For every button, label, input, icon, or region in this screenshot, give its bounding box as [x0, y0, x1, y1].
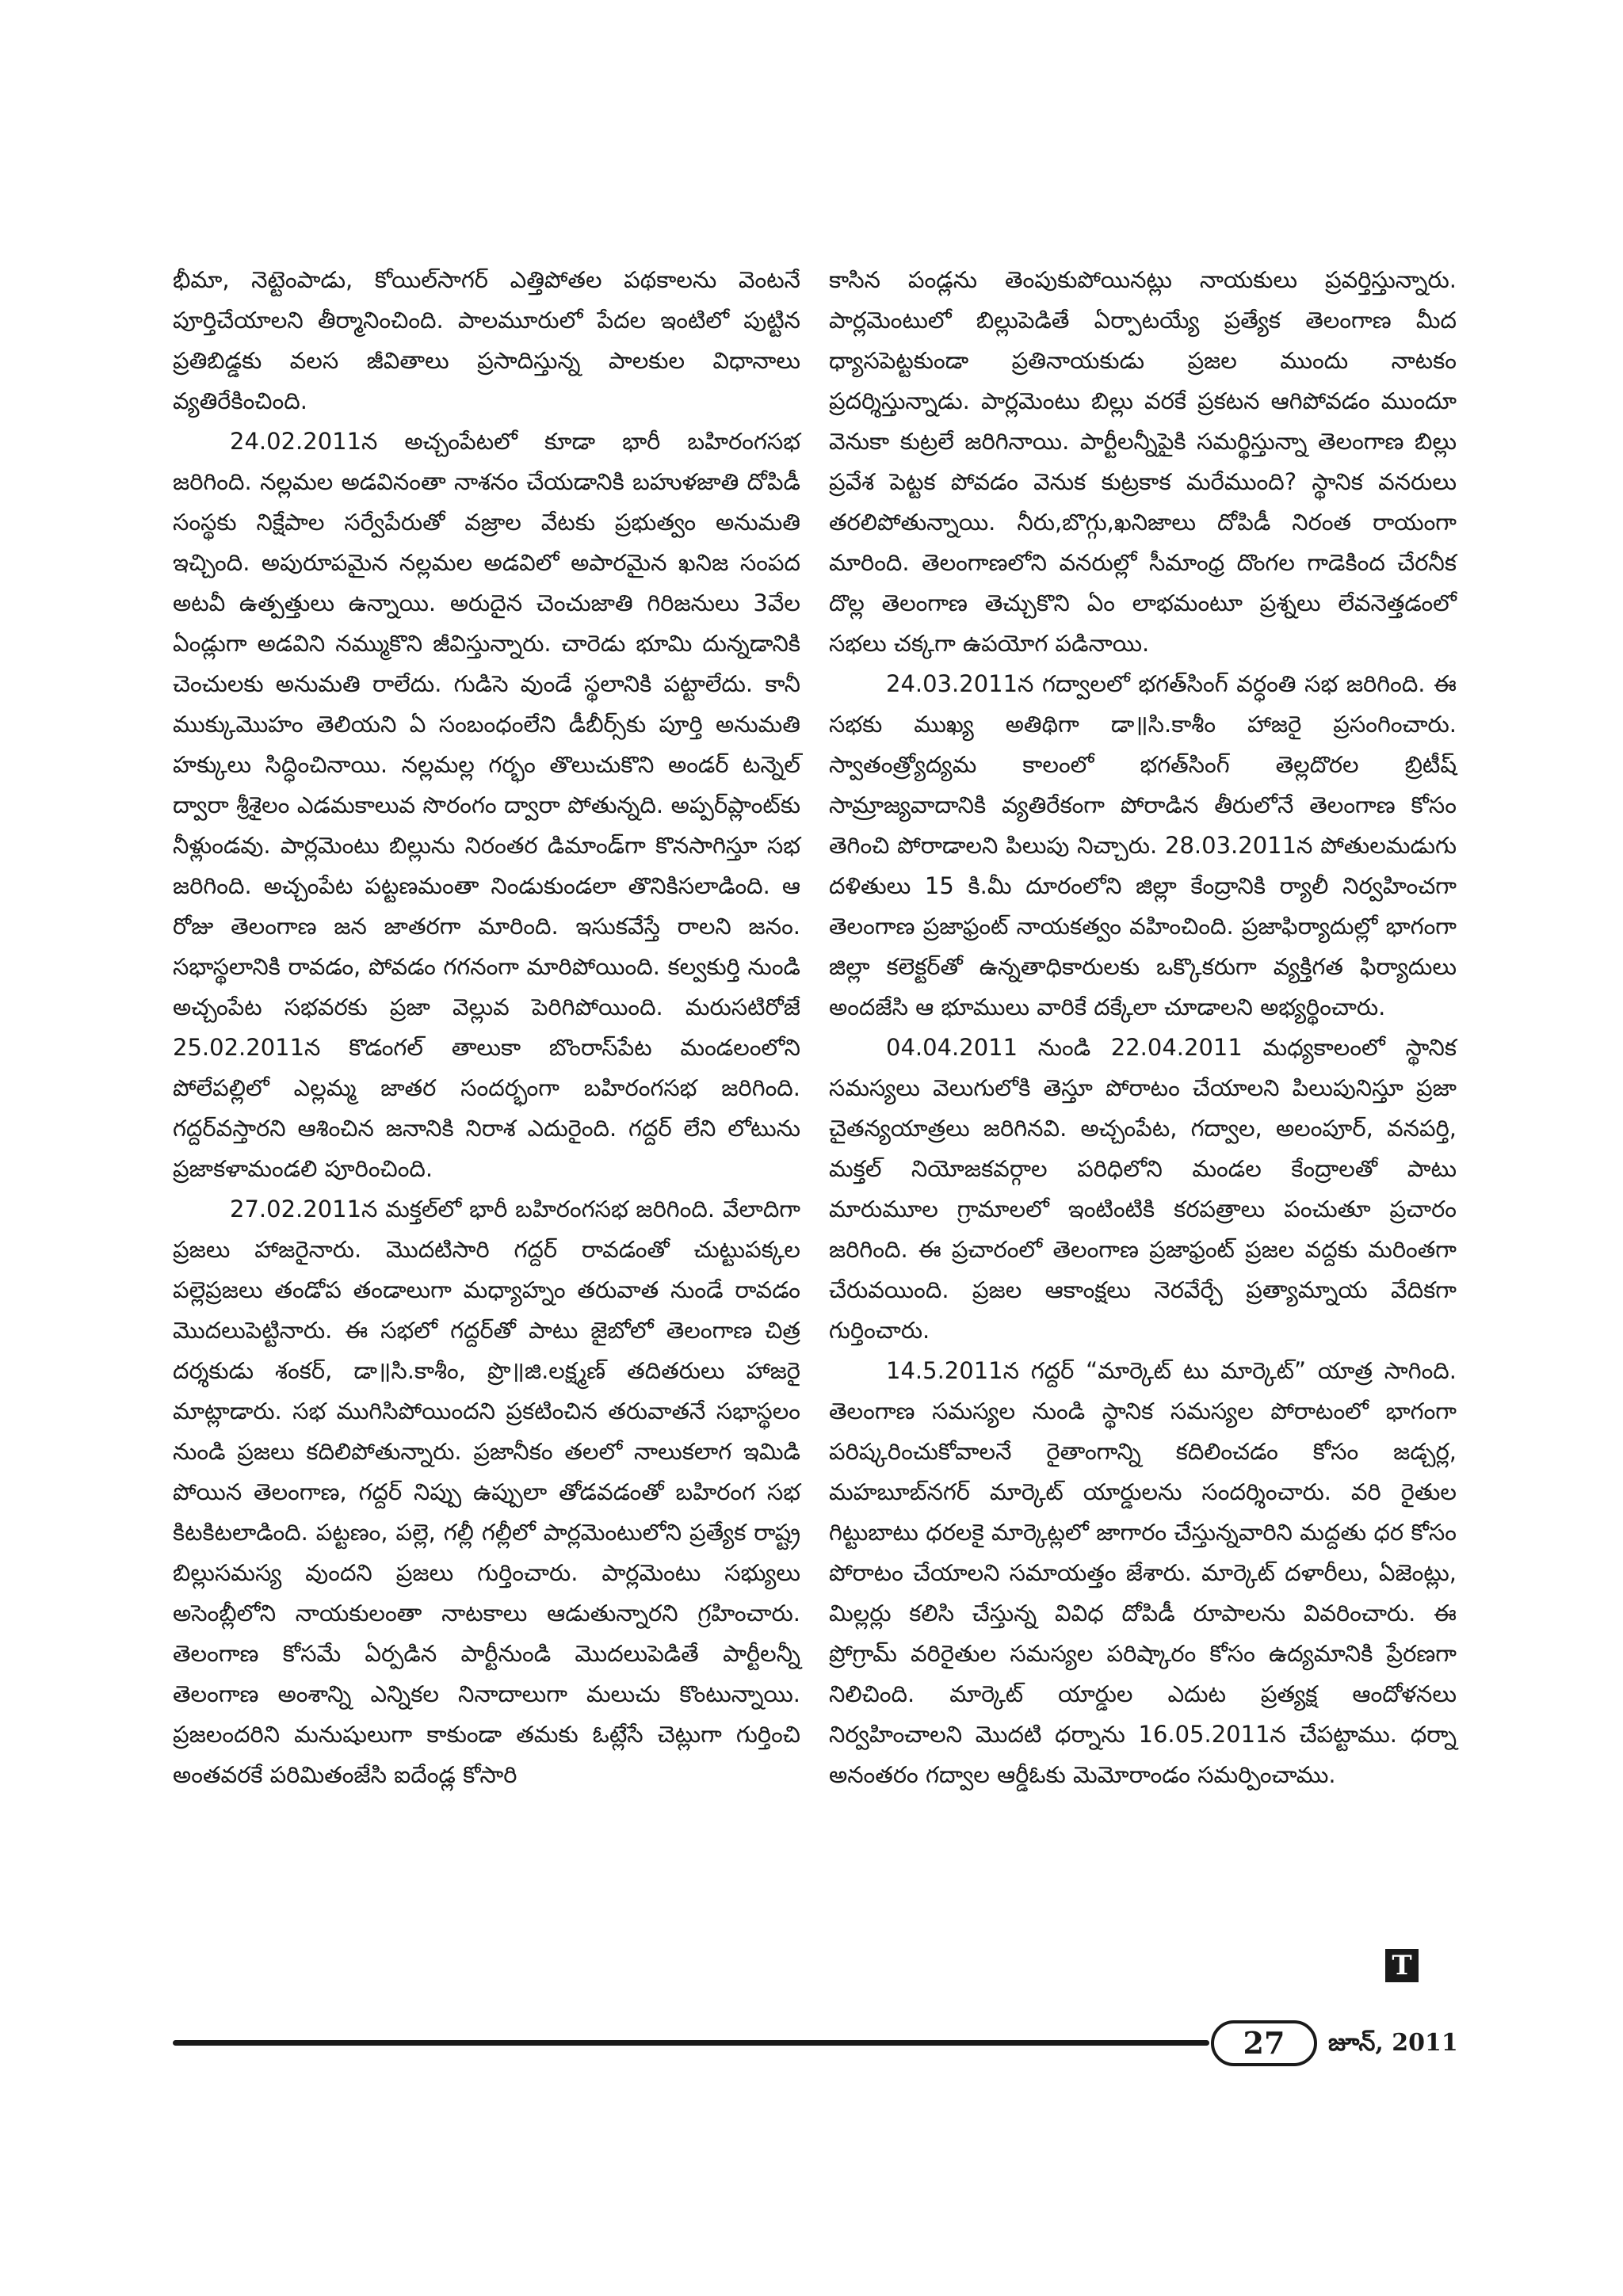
left-paragraph-1: భీమా, నెట్టెంపాడు, కోయిల్‌సాగర్ ఎత్తిపోతల పథకాలను వెంటనే పూర్తిచేయాలని తీర్మానించింది. పాలమూరులో పేదల ఇంటిలో పుట్టిన ప్రతిబిడ్డకు వలస జీవితాలు ప్రసాదిస్తున్న పాలకుల విధానాలు వ్యతిరేకించింది.	[173, 266, 800, 414]
issue-date: జూన్, 2011	[1328, 2029, 1458, 2057]
right-paragraph-2: 24.03.2011న గద్వాలలో భగత్‌సింగ్ వర్ధంతి సభ జరిగింది. ఈ సభకు ముఖ్య అతిథిగా డా॥సి.కాశీం హాజరై ప్రసంగించారు. స్వాతంత్ర్యోద్యమ కాలంలో భగత్‌సింగ్ తెల్లదొరల బ్రిటీష్ సామ్రాజ్యవాదానికి వ్యతిరేకంగా పోరాడిన తీరులోనే తెలంగాణ కోసం తెగించి పోరాడాలని పిలుపు నిచ్చారు. 28.03.2011న పోతులమడుగు దళితులు 15 కి.మీ దూరంలోని జిల్లా కేంద్రానికి ర్యాలీ నిర్వహించగా తెలంగాణ ప్రజాఫ్రంట్ నాయకత్వం వహించింది. ప్రజాఫిర్యాదుల్లో భాగంగా జిల్లా కలెక్టర్‌తో ఉన్నతాధికారులకు ఒక్కొకరుగా వ్యక్తిగత ఫిర్యాదులు అందజేసి ఆ భూములు వారికే దక్కేలా చూడాలని అభ్యర్థించారు.	[829, 670, 1457, 1020]
right-column	[829, 260, 1457, 1795]
right-paragraph-4: 14.5.2011న గద్దర్ “మార్కెట్ టు మార్కెట్” యాత్ర సాగింది. తెలంగాణ సమస్యల నుండి స్థానిక సమస్యల పోరాటంలో భాగంగా పరిష్కరించుకోవాలనే రైతాంగాన్ని కదిలించడం కోసం జడ్చర్ల, మహబూబ్‌నగర్ మార్కెట్ యార్డులను సందర్శించారు. వరి రైతుల గిట్టుబాటు ధరలకై మార్కెట్లలో జాగారం చేస్తున్నవారిని మద్దతు ధర కోసం పోరాటం చేయాలని సమాయత్తం జేశారు. మార్కెట్ దళారీలు, ఏజెంట్లు, మిల్లర్లు కలిసి చేస్తున్న వివిధ దోపిడీ రూపాలను వివరించారు. ఈ ప్రోగ్రామ్ వరిరైతుల సమస్యల పరిష్కారం కోసం ఉద్యమానికి ప్రేరణగా నిలిచింది. మార్కెట్ యార్డుల ఎదుట ప్రత్యక్ష ఆందోళనలు నిర్వహించాలని మొదటి ధర్నాను 16.05.2011న చేపట్టాము. ధర్నా అనంతరం గద్వాల ఆర్డీఓకు మెమోరాండం సమర్పించాము.	[829, 1357, 1457, 1788]
right-paragraph-1: కాసిన పండ్లను తెంపుకుపోయినట్లు నాయకులు ప్రవర్తిస్తున్నారు. పార్లమెంటులో బిల్లుపెడితే ఏర్పాటయ్యే ప్రత్యేక తెలంగాణ మీద ధ్యాసపెట్టకుండా ప్రతినాయకుడు ప్రజల ముందు నాటకం ప్రదర్శిస్తున్నాడు. పార్లమెంటు బిల్లు వరకే ప్రకటన ఆగిపోవడం ముందూ వెనుకా కుట్రలే జరిగినాయి. పార్టీలన్నీపైకి సమర్థిస్తున్నా తెలంగాణ బిల్లు ప్రవేశ పెట్టక పోవడం వెనుక కుట్రకాక మరేముంది? స్థానిక వనరులు తరలిపోతున్నాయి. నీరు,బొగ్గు,ఖనిజాలు దోపిడీ నిరంత రాయంగా మారింది. తెలంగాణలోని వనరుల్లో సీమాంధ్ర దొంగల గాడెకింద చేరనీక దొల్ల తెలంగాణ తెచ్చుకొని ఏం లాభమంటూ ప్రశ్నలు లేవనెత్తడంలో సభలు చక్కగా ఉపయోగ పడినాయి.	[829, 266, 1457, 657]
left-paragraph-3: 27.02.2011న మక్తల్‌లో భారీ బహిరంగసభ జరిగింది. వేలాదిగా ప్రజలు హాజరైనారు. మొదటిసారి గద్దర్ రావడంతో చుట్టుపక్కల పల్లెప్రజలు తండోప తండాలుగా మధ్యాహ్నం తరువాత నుండే రావడం మొదలుపెట్టినారు. ఈ సభలో గద్దర్‌తో పాటు జైబోలో తెలంగాణ చిత్ర దర్శకుడు శంకర్, డా॥సి.కాశీం, ప్రొ॥జి.లక్ష్మణ్ తదితరులు హాజరై మాట్లాడారు. సభ ముగిసిపోయిందని ప్రకటించిన తరువాతనే సభాస్థలం నుండి ప్రజలు కదిలిపోతున్నారు. ప్రజానీకం తలలో నాలుకలాగ ఇమిడి పోయిన తెలంగాణ, గద్దర్ నిప్పు ఉప్పులా తోడవడంతో బహిరంగ సభ కిటకిటలాడింది. పట్టణం, పల్లె, గల్లీ గల్లీలో పార్లమెంటులోని ప్రత్యేక రాష్ట్ర బిల్లుసమస్య వుందని ప్రజలు గుర్తించారు. పార్లమెంటు సభ్యులు అసెంబ్లీలోని నాయకులంతా నాటకాలు ఆడుతున్నారని గ్రహించారు. తెలంగాణ కోసమే ఏర్పడిన పార్టీనుండి మొదలుపెడితే పార్టీలన్నీ తెలంగాణ అంశాన్ని ఎన్నికల నినాదాలుగా మలుచు కొంటున్నాయి. ప్రజలందరిని మనుషులుగా కాకుండా తమకు ఓట్లేసే చెట్లుగా గుర్తించి అంతవరకే పరిమితంజేసి ఐదేండ్ల కోసారి	[173, 1196, 800, 1788]
right-paragraph-3: 04.04.2011 నుండి 22.04.2011 మధ్యకాలంలో స్థానిక సమస్యలు వెలుగులోకి తెస్తూ పోరాటం చేయాలని పిలుపునిస్తూ ప్రజా చైతన్యయాత్రలు జరిగినవి. అచ్చంపేట, గద్వాల, అలంపూర్, వనపర్తి, మక్తల్ నియోజకవర్గాల పరిధిలోని మండల కేంద్రాలతో పాటు మారుమూల గ్రామాలలో ఇంటింటికి కరపత్రాలు పంచుతూ ప్రచారం జరిగింది. ఈ ప్రచారంలో తెలంగాణ ప్రజాఫ్రంట్ ప్రజల వద్దకు మరింతగా చేరువయింది. ప్రజల ఆకాంక్షలు నెరవేర్చే ప్రత్యామ్నాయ వేదికగా గుర్తించారు.	[829, 1034, 1457, 1344]
footer-rule	[173, 2040, 1209, 2046]
article-end-mark-icon: T	[1385, 1949, 1419, 1982]
page-number: 27	[1211, 2020, 1317, 2066]
left-column	[173, 260, 800, 1795]
left-paragraph-2: 24.02.2011న అచ్చంపేటలో కూడా భారీ బహిరంగసభ జరిగింది. నల్లమల అడవినంతా నాశనం చేయడానికి బహుళజాతి దోపిడీ సంస్థకు నిక్షేపాల సర్వేపేరుతో వజ్రాల వేటకు ప్రభుత్వం అనుమతి ఇచ్చింది. అపురూపమైన నల్లమల అడవిలో అపారమైన ఖనిజ సంపద అటవీ ఉత్పత్తులు ఉన్నాయి. అరుదైన చెంచుజాతి గిరిజనులు 3వేల ఏండ్లుగా అడవిని నమ్ముకొని జీవిస్తున్నారు. చారెడు భూమి దున్నడానికి చెంచులకు అనుమతి రాలేదు. గుడిసె వుండే స్థలానికి పట్టాలేదు. కానీ ముక్కుమొహం తెలియని ఏ సంబంధంలేని డీబీర్స్‌కు పూర్తి అనుమతి హక్కులు సిద్ధించినాయి. నల్లమల్ల గర్భం తొలుచుకొని అండర్ టన్నెల్ ద్వారా శ్రీశైలం ఎడమకాలువ సొరంగం ద్వారా పోతున్నది. అప్పర్‌ప్లాంట్‌కు నీళ్లుండవు. పార్లమెంటు బిల్లును నిరంతర డిమాండ్‌గా కొనసాగిస్తూ సభ జరిగింది. అచ్చంపేట పట్టణమంతా నిండుకుండలా తొనికిసలాడింది. ఆ రోజు తెలంగాణ జన జాతరగా మారింది. ఇసుకవేస్తే రాలని జనం. సభాస్థలానికి రావడం, పోవడం గగనంగా మారిపోయింది. కల్వకుర్తి నుండి అచ్చంపేట సభవరకు ప్రజా వెల్లువ పెరిగిపోయింది. మరుసటిరోజే 25.02.2011న కొడంగల్ తాలుకా బొంరాస్‌పేట మండలంలోని పోలేపల్లిలో ఎల్లమ్మ జాతర సందర్భంగా బహిరంగసభ జరిగింది. గద్దర్‌వస్తారని ఆశించిన జనానికి నిరాశ ఎదురైంది. గద్దర్ లేని లోటును ప్రజాకళామండలి పూరించింది.	[173, 428, 800, 1182]
